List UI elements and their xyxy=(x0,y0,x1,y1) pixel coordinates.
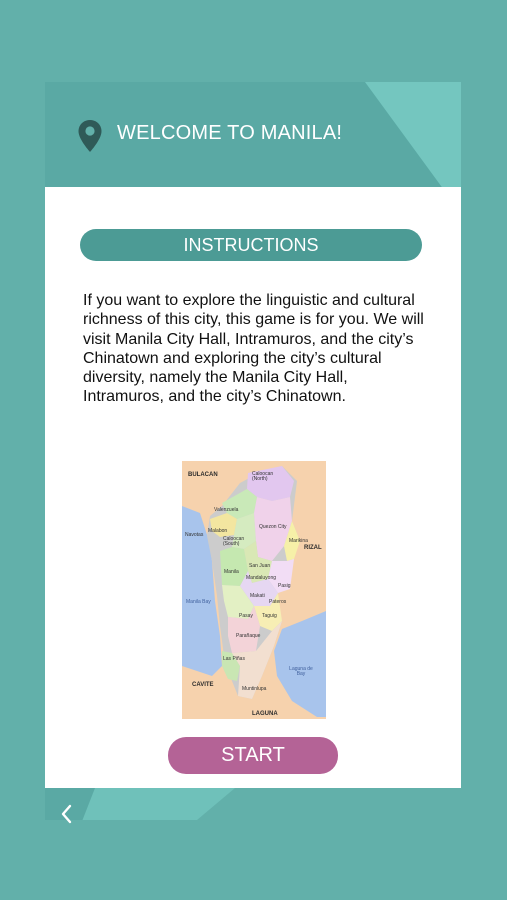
map-label-manila-bay: Manila Bay xyxy=(186,599,211,605)
instructions-body: If you want to explore the linguistic and cultural richness of this city, this game is for you. We will visit Manila City Hall, Intramuros, and the city’s Chinatown and exploring the city’s cultural diversity, namely the Manila City Hall, Intramuros, and the city’s Chinatown. xyxy=(83,292,424,406)
map-label-muntinlupa: Muntinlupa xyxy=(242,686,267,692)
map-label-makati: Makati xyxy=(250,593,265,599)
map-label-pateros: Pateros xyxy=(269,599,287,605)
map-label-navotas: Navotas xyxy=(185,532,204,538)
map-label-caloocan-north: Caloocan (North) xyxy=(252,471,274,482)
page-title: WELCOME TO MANILA! xyxy=(117,122,343,144)
map-label-caloocan-south: Caloocan (South) xyxy=(223,536,245,547)
map-label-pasay: Pasay xyxy=(239,613,253,619)
map-label-taguig: Taguig xyxy=(262,613,277,619)
instructions-heading: INSTRUCTIONS xyxy=(80,229,422,261)
map-label-pasig: Pasig xyxy=(278,583,291,589)
map-drawing xyxy=(182,461,326,719)
location-pin-icon xyxy=(77,119,103,153)
map-label-marikina: Marikina xyxy=(289,538,308,544)
map-label-laguna-de-bay: Laguna de Bay xyxy=(289,666,313,677)
map-label-rizal: RIZAL xyxy=(304,545,322,551)
start-button[interactable]: START xyxy=(168,737,338,774)
map-label-san-juan: San Juan xyxy=(249,563,271,569)
map-label-malabon: Malabon xyxy=(208,528,228,534)
laguna-de-bay-water xyxy=(274,611,326,717)
map-label-bulacan: BULACAN xyxy=(188,472,218,478)
metro-manila-map xyxy=(182,461,326,719)
chevron-left-icon[interactable] xyxy=(58,803,74,825)
map-label-mandaluyong: Mandaluyong xyxy=(246,575,277,581)
map-label-manila: Manila xyxy=(224,569,239,575)
map-label-laguna: LAGUNA xyxy=(252,711,278,717)
map-label-paranaque: Parañaque xyxy=(236,633,261,639)
map-label-cavite: CAVITE xyxy=(192,682,214,688)
map-label-valenzuela: Valenzuela xyxy=(214,507,239,513)
map-label-las-pinas: Las Piñas xyxy=(223,656,245,662)
map-label-quezon-city: Quezon City xyxy=(259,524,287,530)
